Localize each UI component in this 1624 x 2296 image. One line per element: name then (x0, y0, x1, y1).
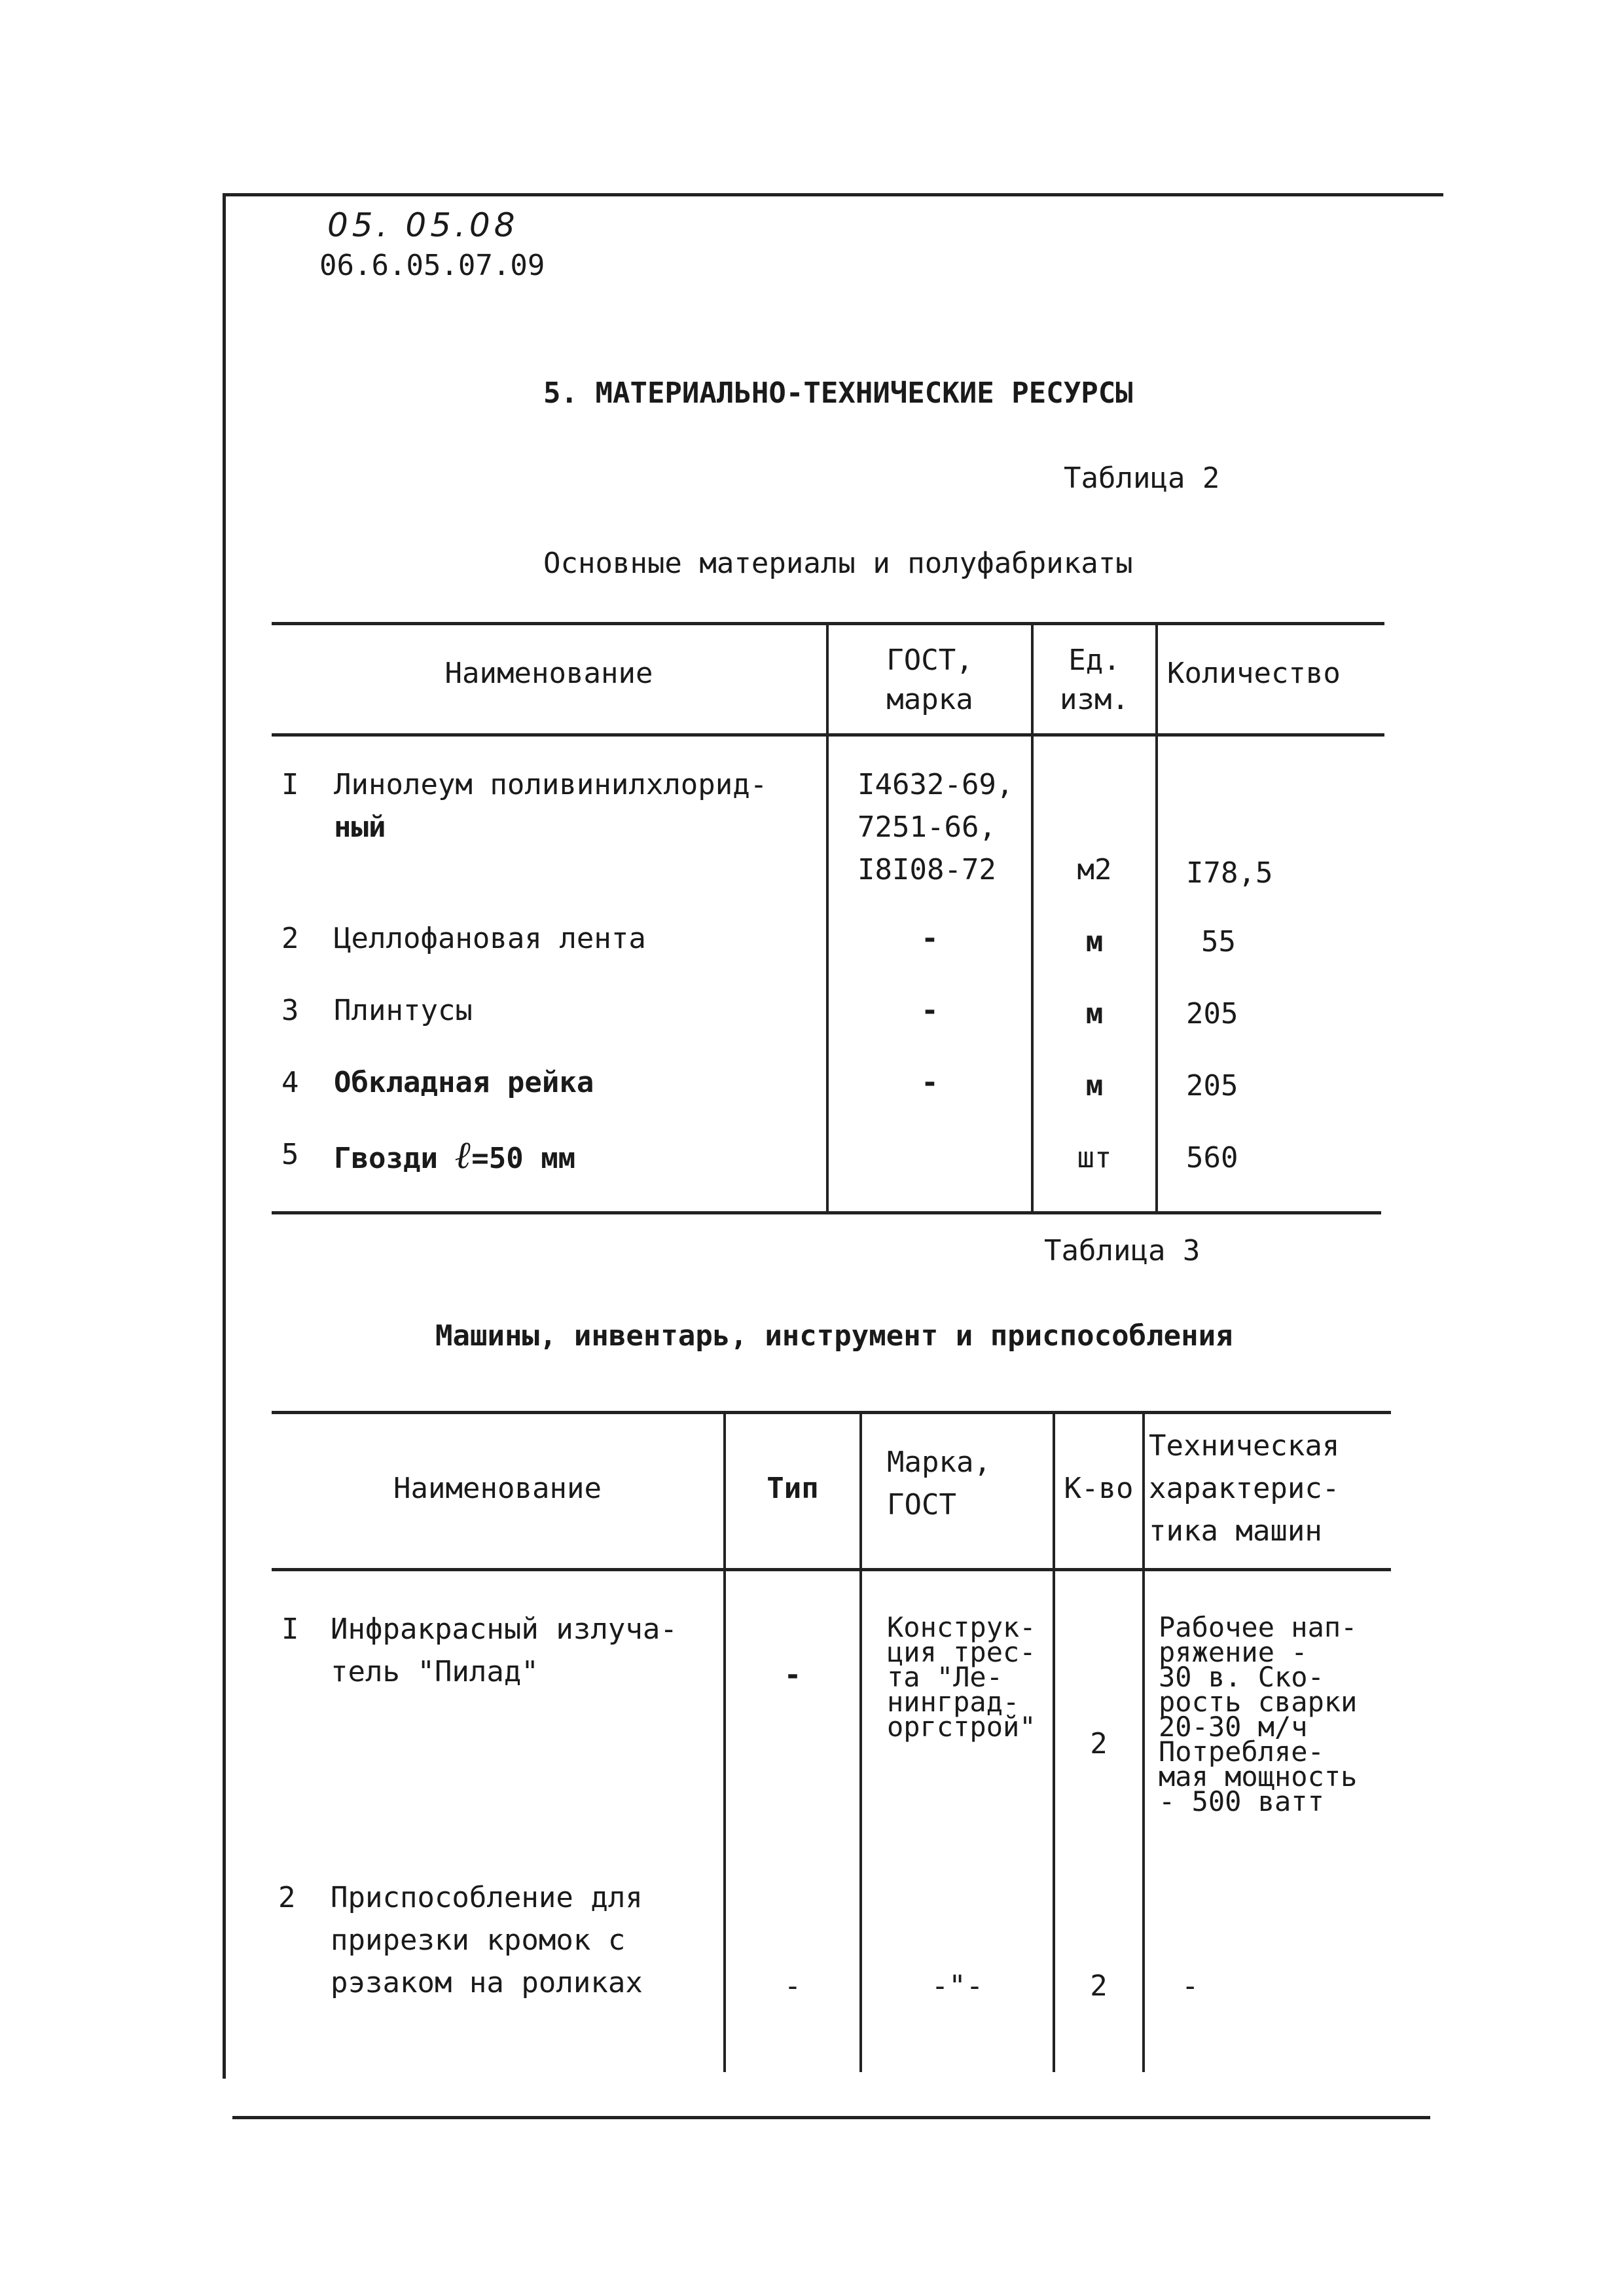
table-cell-name (334, 1133, 576, 1178)
nail-length: =50 мм (471, 1142, 576, 1175)
table-cell-gost: - (921, 922, 939, 955)
table-row-number: I (281, 1613, 299, 1646)
table-cell-qty: 205 (1186, 1069, 1238, 1102)
table-cell-unit: м2 (1077, 853, 1112, 886)
table3-header-rule (272, 1568, 1391, 1571)
table-cell-tech: рость сварки (1159, 1686, 1358, 1718)
table2-bottom-rule (272, 1211, 1381, 1214)
table-cell-name: тель "Пилад" (331, 1655, 539, 1688)
table-cell-mark: -"- (931, 1969, 984, 2003)
table3-caption: Машины, инвентарь, инструмент и приспособления (435, 1319, 1233, 1353)
section-title: 5. МАТЕРИАЛЬНО-ТЕХНИЧЕСКИЕ РЕСУРСЫ (543, 376, 1133, 410)
table-cell-name: прирезки кромок с (331, 1923, 626, 1957)
table-cell-tech: Рабочее нап- (1159, 1611, 1358, 1643)
table-cell-count: 2 (1090, 1727, 1108, 1760)
table-cell-gost: - (921, 1066, 939, 1099)
table-row-number: 3 (281, 994, 299, 1027)
table3-label: Таблица 3 (1044, 1234, 1200, 1267)
table-cell-qty: 560 (1186, 1141, 1238, 1175)
table2-header-gost-2: марка (886, 683, 973, 716)
table3-header-mark-2: ГОСТ (887, 1488, 956, 1522)
table-cell-qty: 205 (1186, 997, 1238, 1030)
frame-left-border (223, 193, 226, 2079)
table-row-number: 4 (281, 1066, 299, 1099)
table-cell-type: - (784, 1969, 802, 2003)
table3-top-rule (272, 1411, 1391, 1414)
table-cell-mark: оргстрой" (887, 1711, 1036, 1743)
table-cell-name: Целлофановая лента (334, 922, 646, 955)
table-cell-unit: м (1085, 997, 1104, 1030)
nails-label: Гвозди (334, 1142, 438, 1175)
table-cell-name: ный (334, 811, 386, 844)
table2-header-unit: Ед. (1068, 644, 1121, 677)
table3-header-tech: Техническая (1149, 1429, 1340, 1463)
table3-header-count: К-во (1064, 1472, 1134, 1505)
table3-header-type: Тип (767, 1472, 819, 1505)
table-cell-gost: I4632-69, (857, 768, 1014, 801)
table-cell-qty: 55 (1201, 925, 1236, 958)
frame-bottom-border (232, 2116, 1430, 2119)
table2-header-qty: Количество (1167, 657, 1341, 690)
table-cell-mark: нинград- (887, 1686, 1020, 1718)
table-cell-gost: - (921, 994, 939, 1027)
table-cell-name: Обкладная рейка (334, 1066, 594, 1099)
table-cell-tech: 30 в. Ско- (1159, 1661, 1324, 1693)
table-cell-unit: м (1085, 1069, 1104, 1102)
table-cell-qty: I78,5 (1186, 856, 1273, 890)
table-cell-name: Плинтусы (334, 994, 473, 1027)
table-cell-tech: - (1182, 1969, 1199, 2003)
table-cell-tech: мая мощность (1159, 1760, 1358, 1793)
table2-col-divider (1155, 622, 1158, 1211)
frame-top-border (223, 193, 1443, 196)
table-row-number: I (281, 768, 299, 801)
table2-caption: Основные материалы и полуфабрикаты (543, 547, 1133, 580)
table-cell-tech: Потребляе- (1159, 1736, 1324, 1768)
table3-col-divider (1142, 1411, 1145, 2072)
table-row-number: 5 (281, 1138, 299, 1171)
table-cell-name: Инфракрасный излуча- (331, 1613, 677, 1646)
table2-label: Таблица 2 (1064, 462, 1220, 495)
table3-header-tech-2: характерис- (1149, 1472, 1340, 1505)
table-cell-mark: Конструк- (887, 1611, 1036, 1643)
document-code: 06.6.05.07.09 (319, 249, 545, 282)
handwritten-code: 05. 05.08 (327, 206, 519, 244)
table-cell-tech: ряжение - (1159, 1636, 1308, 1668)
table-cell-name: Линолеум поливинилхлорид- (334, 768, 768, 801)
table-row-number: 2 (281, 922, 299, 955)
table-cell-count: 2 (1090, 1969, 1108, 2003)
table-row-number: 2 (278, 1881, 296, 1914)
table-cell-tech: 20-30 м/ч (1159, 1711, 1308, 1743)
table2-header-name: Наименование (444, 657, 653, 690)
table-cell-gost: I8I08-72 (857, 853, 996, 886)
length-symbol: ℓ (455, 1133, 472, 1177)
table-cell-type: - (784, 1658, 802, 1692)
table3-header-mark: Марка, (887, 1446, 991, 1479)
table2-header-gost: ГОСТ, (886, 644, 973, 677)
table-cell-gost: 7251-66, (857, 811, 996, 844)
table2-header-unit-2: изм. (1060, 683, 1129, 716)
table3-header-tech-3: тика машин (1149, 1514, 1322, 1548)
table-cell-name: рэзаком на роликах (331, 1966, 643, 1999)
table-cell-mark: та "Ле- (887, 1661, 1003, 1693)
table-cell-unit: шт (1077, 1141, 1112, 1175)
table-cell-unit: м (1085, 925, 1104, 958)
table3-header-name: Наименование (393, 1472, 602, 1505)
table-cell-tech: - 500 ватт (1159, 1785, 1324, 1817)
table-cell-mark: ция трес- (887, 1636, 1036, 1668)
table-cell-name: Приспособление для (331, 1881, 643, 1914)
